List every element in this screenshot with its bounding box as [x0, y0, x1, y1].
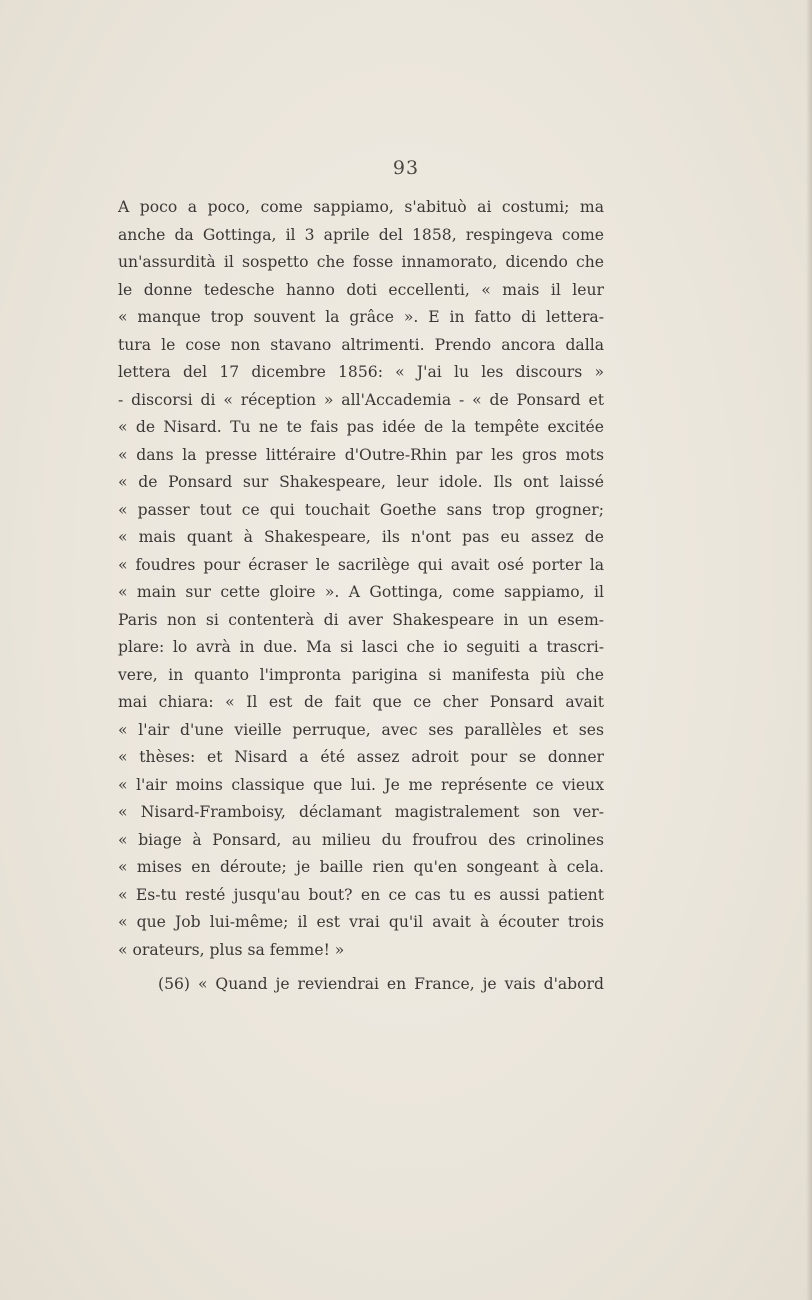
text-line: « orateurs, plus sa femme! » [118, 940, 345, 959]
text-line: « de Nisard. Tu ne te fais pas idée de la tempête excitée [118, 418, 604, 436]
text-line: « mais quant à Shakespeare, ils n'ont pas eu assez de [118, 528, 604, 546]
text-line: « l'air moins classique que lui. Je me représente ce vieux [118, 775, 604, 794]
text-line: « mises en déroute; je baille rien qu'en songeant à cela. [118, 858, 604, 876]
text-line: un'assurdità il sospetto che fosse innamorato, dicendo che [118, 253, 604, 271]
body-text [118, 194, 604, 999]
text-line: Paris non si contenterà di aver Shakespeare in un esem- [118, 610, 604, 629]
page-edge-shadow [806, 0, 812, 1300]
text-line: « thèses: et Nisard a été assez adroit pour se donner [118, 748, 604, 766]
page-number: 93 [392, 157, 420, 179]
text-line: « Nisard-Framboisy, déclamant magistralement son ver- [118, 803, 604, 821]
text-line: « que Job lui-même; il est vrai qu'il avait à écouter trois [118, 913, 604, 931]
text-line: « dans la presse littéraire d'Outre-Rhin par les gros mots [118, 445, 604, 464]
text-line: A poco a poco, come sappiamo, s'abituò ai costumi; ma [118, 198, 604, 216]
text-line: « de Ponsard sur Shakespeare, leur idole. Ils ont laissé [118, 473, 604, 491]
text-line: « foudres pour écraser le sacrilège qui avait osé porter la [118, 555, 604, 574]
text-line: - discorsi di « réception » all'Accademia - « de Ponsard et [118, 390, 604, 409]
text-line: le donne tedesche hanno doti eccellenti, « mais il leur [118, 280, 604, 299]
text-line: « passer tout ce qui touchait Goethe sans trop grogner; [118, 500, 604, 519]
text-line: « Es-tu resté jusqu'au bout? en ce cas tu es aussi patient [118, 885, 604, 904]
text-line: tura le cose non stavano altrimenti. Prendo ancora dalla [118, 335, 604, 354]
text-line: « main sur cette gloire ». A Gottinga, come sappiamo, il [118, 583, 604, 601]
text-line: « biage à Ponsard, au milieu du froufrou des crinolines [118, 830, 604, 849]
footnote-line: (56) « Quand je reviendrai en France, je vais d'abord [158, 975, 604, 993]
text-line: « manque trop souvent la grâce ». E in fatto di lettera- [118, 308, 604, 326]
text-line: plare: lo avrà in due. Ma si lasci che io seguiti a trascri- [118, 638, 604, 656]
text-line: anche da Gottinga, il 3 aprile del 1858, respingeva come [118, 225, 604, 244]
text-line: lettera del 17 dicembre 1856: « J'ai lu les discours » [118, 363, 604, 381]
text-line: mai chiara: « Il est de fait que ce cher Ponsard avait [118, 693, 604, 711]
text-line: « l'air d'une vieille perruque, avec ses parallèles et ses [118, 720, 604, 739]
text-line: vere, in quanto l'impronta parigina si manifesta più che [118, 665, 604, 684]
